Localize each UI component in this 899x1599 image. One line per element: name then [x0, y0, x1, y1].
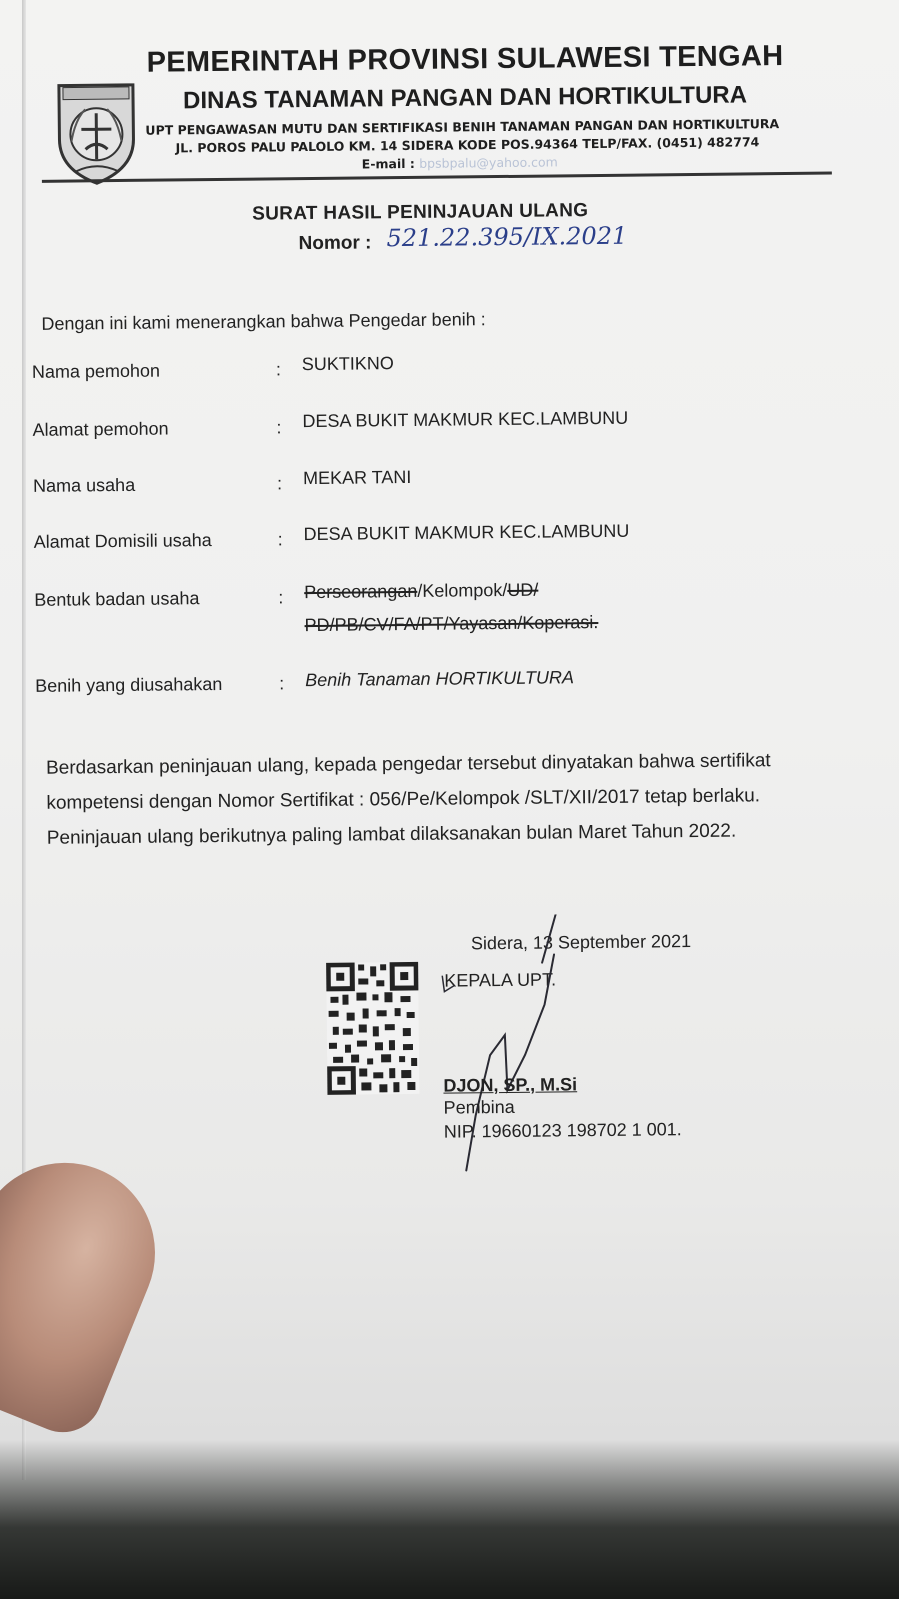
intro-text: Dengan ini kami menerangkan bahwa Pengedar benih : [41, 309, 486, 334]
email-value: bpsbpalu@yahoo.com [419, 154, 558, 171]
signature-position: KEPALA UPT. [444, 969, 557, 991]
signatory-nip: NIP. 19660123 198702 1 001. [443, 1119, 682, 1142]
header-agency-name: DINAS TANAMAN PANGAN DAN HORTIKULTURA [182, 81, 748, 115]
field-value-business-name: MEKAR TANI [302, 466, 412, 489]
struck-option-perseorangan: Perseorangan [304, 580, 418, 603]
header-address: JL. POROS PALU PALOLO KM. 14 SIDERA KODE POS.94364 TELP/FAX. (0451) 482774 [175, 134, 760, 156]
signatory-name: DJON, SP., M.Si [443, 1074, 578, 1096]
field-value-business-entity [304, 580, 538, 603]
field-label-business-name: Nama usaha [32, 474, 136, 496]
field-colon: : [279, 673, 285, 694]
field-label-applicant-address: Alamat pemohon [32, 418, 169, 440]
struck-option-ud: UD/ [507, 579, 539, 600]
paragraph-line-3: Peninjauan ulang berikutnya paling lambat dilaksanakan bulan Maret Tahun 2022. [46, 820, 737, 849]
field-colon: : [278, 587, 284, 608]
letter-title: SURAT HASIL PENINJAUAN ULANG [252, 200, 589, 225]
header-divider [42, 172, 832, 183]
letter-page [24, 0, 899, 1599]
field-colon: : [276, 417, 282, 438]
letter-number-handwritten: 521.22.395/IX.2021 [386, 221, 628, 253]
field-colon: : [276, 473, 283, 494]
header-email [362, 154, 558, 171]
selected-option-kelompok: /Kelompok/ [417, 579, 508, 601]
field-label-business-domicile: Alamat Domisili usaha [33, 530, 212, 552]
header-unit-name: UPT PENGAWASAN MUTU DAN SERTIFIKASI BENIH TANAMAN PANGAN DAN HORTIKULTURA [145, 116, 780, 138]
field-value-applicant-address: DESA BUKIT MAKMUR KEC.LAMBUNU [302, 407, 629, 432]
letter-number-label: Nomor : [298, 232, 372, 255]
paragraph-line-2: kompetensi dengan Nomor Sertifikat : 056/Pe/Kelompok /SLT/XII/2017 tetap berlaku. [46, 785, 761, 814]
field-value-seed-type: Benih Tanaman HORTIKULTURA [305, 667, 575, 691]
field-value-applicant-name: SUKTIKNO [301, 353, 394, 375]
email-label: E-mail : [361, 155, 415, 172]
province-emblem-logo [55, 79, 138, 188]
field-value-business-domicile: DESA BUKIT MAKMUR KEC.LAMBUNU [303, 520, 630, 545]
signature-date: Sidera, 13 September 2021 [470, 931, 692, 954]
field-label-seed-type: Benih yang diusahakan [35, 673, 223, 696]
signatory-rank: Pembina [443, 1096, 515, 1118]
struck-options-line2: PD/PB/CV/FA/PT/Yayasan/Koperasi. [304, 612, 599, 636]
field-colon: : [275, 359, 282, 380]
bottom-shadow [0, 1440, 899, 1599]
paragraph-line-1: Berdasarkan peninjauan ulang, kepada pengedar tersebut dinyatakan bahwa sertifikat [45, 750, 771, 779]
qr-code [326, 962, 419, 1095]
field-label-business-entity: Bentuk badan usaha [34, 588, 200, 610]
field-label-applicant-name: Nama pemohon [31, 360, 161, 382]
field-colon: : [277, 529, 283, 550]
header-government-name: PEMERINTAH PROVINSI SULAWESI TENGAH [146, 40, 784, 79]
